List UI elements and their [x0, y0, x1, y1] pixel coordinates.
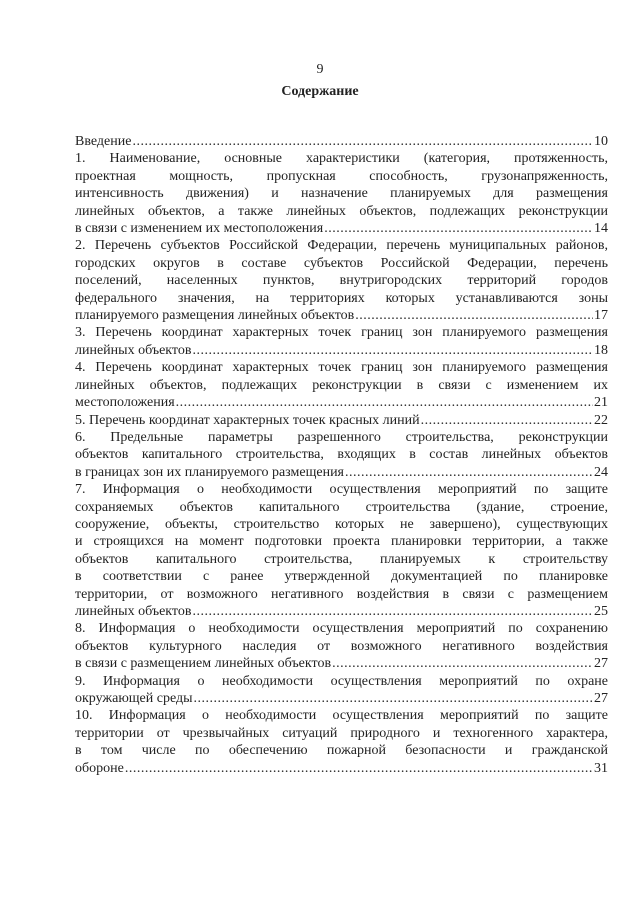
- toc-entry-last-line: [75, 394, 608, 411]
- toc-entry-line: 1. Наименование, основные характеристики (категория, протяженность,: [75, 151, 608, 167]
- toc-page-number: 24: [594, 464, 608, 480]
- toc-entry-line: 9. Информация о необходимости осуществления мероприятий по охране: [75, 673, 608, 689]
- toc-entry-line: в том числе по обеспечению пожарной безопасности и гражданской: [75, 743, 608, 759]
- toc-entry[interactable]: [75, 150, 608, 237]
- toc-dot-leader: [192, 603, 593, 620]
- toc-entry[interactable]: [75, 481, 608, 620]
- toc-dot-leader: [355, 307, 593, 324]
- toc-entry-line: 7. Информация о необходимости осуществления мероприятий по защите: [75, 482, 608, 498]
- toc-entry[interactable]: [75, 412, 608, 429]
- toc-entry-title: планируемого размещения линейных объектов: [75, 308, 355, 324]
- toc-dot-leader: [176, 394, 593, 411]
- toc-entry-line: интенсивность движения) и назначение планируемых для размещения: [75, 186, 608, 202]
- toc-entry-last-line: [75, 690, 608, 707]
- toc-entry-last-line: [75, 307, 608, 324]
- toc-page-number: 27: [594, 691, 608, 706]
- toc-dot-leader: [194, 690, 593, 707]
- toc-entry[interactable]: [75, 620, 608, 672]
- toc-entry-line: территории от чрезвычайных ситуаций природного и техногенного характера,: [75, 725, 608, 741]
- toc-dot-leader: [192, 342, 593, 359]
- toc-entry-title: Введение: [75, 134, 132, 149]
- toc-page-number: 21: [594, 395, 608, 411]
- toc-entry-last-line: [75, 464, 608, 481]
- toc-entry-title: 5. Перечень координат характерных точек красных линий: [75, 412, 420, 428]
- toc-entry-last-line: [75, 220, 608, 237]
- toc-entry[interactable]: [75, 707, 608, 777]
- toc-entry-line: территории, от возможного негативного воздействия в связи с размещением: [75, 586, 608, 602]
- toc-dot-leader: [132, 133, 593, 150]
- toc-entry-title: в границах зон их планируемого размещения: [75, 464, 345, 480]
- toc-entry-line: линейных объектов, подлежащих реконструкции в связи с изменением их: [75, 377, 608, 393]
- table-of-contents: [75, 133, 608, 777]
- toc-dot-leader: [125, 760, 593, 777]
- toc-entry[interactable]: [75, 359, 608, 411]
- toc-page-number: 18: [594, 342, 608, 358]
- toc-entry-last-line: [75, 133, 608, 150]
- toc-entry[interactable]: [75, 324, 608, 359]
- page-title: Содержание: [281, 84, 359, 99]
- toc-page-number: 10: [594, 134, 608, 149]
- toc-dot-leader: [332, 655, 593, 672]
- toc-entry-title: в связи с изменением их местоположения: [75, 221, 324, 237]
- toc-entry-line: объектов капитального строительства, входящих в состав линейных объектов: [75, 447, 608, 463]
- toc-entry-last-line: [75, 412, 608, 429]
- toc-entry-last-line: [75, 760, 608, 777]
- toc-entry-line: 3. Перечень координат характерных точек границ зон планируемого размещения: [75, 325, 608, 341]
- page-number: 9: [316, 62, 324, 77]
- toc-entry-title: в связи с размещением линейных объектов: [75, 656, 332, 672]
- toc-entry-line: городских округов в составе субъектов Российской Федерации, перечень: [75, 255, 608, 271]
- toc-page-number: 27: [594, 656, 608, 672]
- toc-entry-line: 10. Информация о необходимости осуществления мероприятий по защите: [75, 708, 608, 724]
- toc-dot-leader: [421, 412, 593, 429]
- toc-entry-line: федерального значения, на территориях которых устанавливаются зоны: [75, 290, 608, 306]
- toc-entry[interactable]: [75, 429, 608, 481]
- toc-dot-leader: [324, 220, 593, 237]
- toc-page-number: 31: [594, 760, 608, 776]
- toc-entry-line: 2. Перечень субъектов Российской Федерации, перечень муниципальных районов,: [75, 238, 608, 254]
- toc-entry-title: линейных объектов: [75, 342, 192, 358]
- toc-entry-title: окружающей среды: [75, 691, 193, 706]
- toc-entry-last-line: [75, 342, 608, 359]
- toc-entry[interactable]: [75, 673, 608, 708]
- toc-page-number: 17: [594, 308, 608, 324]
- toc-entry-line: поселений, населенных пунктов, внутригородских территорий городов: [75, 273, 608, 289]
- toc-entry-title: обороне: [75, 760, 124, 776]
- toc-entry-line: 8. Информация о необходимости осуществления мероприятий по сохранению: [75, 621, 608, 637]
- toc-entry-line: 4. Перечень координат характерных точек границ зон планируемого размещения: [75, 360, 608, 376]
- toc-page-number: 25: [594, 603, 608, 619]
- toc-entry-line: в соответствии с ранее утвержденной документацией по планировке: [75, 569, 608, 585]
- toc-entry-title: линейных объектов: [75, 603, 192, 619]
- toc-entry-line: сохраняемых объектов капитального строительства (здание, строение,: [75, 499, 608, 515]
- toc-entry-title: местоположения: [75, 395, 175, 411]
- toc-page-number: 22: [594, 412, 608, 428]
- toc-entry-line: и строящихся на момент подготовки проекта планировки территории, а также: [75, 534, 608, 550]
- toc-entry-line: линейных объектов, а также линейных объектов, подлежащих реконструкции: [75, 203, 608, 219]
- toc-page-number: 14: [594, 221, 608, 237]
- toc-entry-last-line: [75, 603, 608, 620]
- toc-entry-last-line: [75, 655, 608, 672]
- toc-entry-line: 6. Предельные параметры разрешенного строительства, реконструкции: [75, 429, 608, 445]
- toc-entry-line: объектов капитального строительства, планируемых к строительству: [75, 551, 608, 567]
- toc-entry-line: сооружение, объекты, строительство которых не завершено), существующих: [75, 516, 608, 532]
- toc-entry-line: объектов культурного наследия от возможного негативного воздействия: [75, 638, 608, 654]
- toc-entry[interactable]: [75, 133, 608, 150]
- toc-entry[interactable]: [75, 237, 608, 324]
- toc-dot-leader: [345, 464, 593, 481]
- toc-entry-line: проектная мощность, пропускная способность, грузонапряженность,: [75, 168, 608, 184]
